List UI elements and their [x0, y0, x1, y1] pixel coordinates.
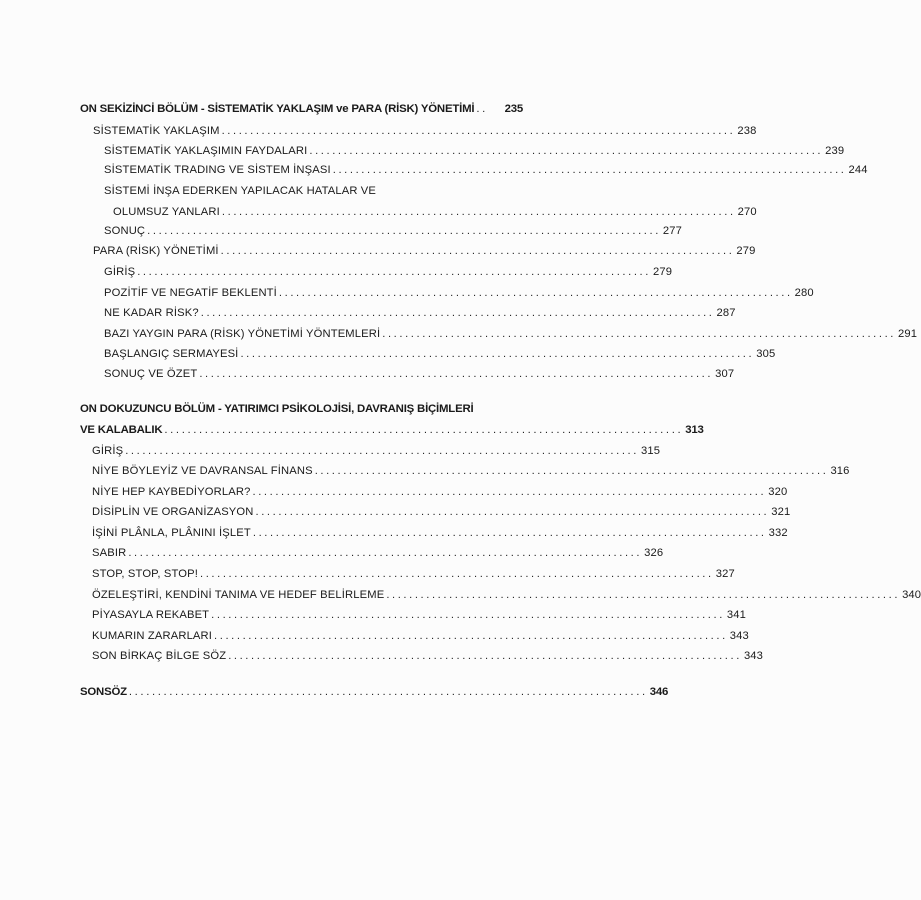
toc-page-number: 315 [640, 445, 661, 457]
toc-entry-title: NİYE HEP KAYBEDİYORLAR? [92, 486, 251, 498]
toc-dot-leader: .......................................................................................... [211, 609, 725, 621]
toc-entry-title: ON DOKUZUNCU BÖLÜM - YATIRIMCI PSİKOLOJİSİ, DAVRANIŞ BİÇİMLERİ [80, 403, 474, 415]
toc-subsection [104, 348, 776, 360]
toc-page-number: 244 [848, 164, 868, 176]
toc-entry-title: ON SEKİZİNCİ BÖLÜM - SİSTEMATİK YAKLAŞIM ve PARA (RİSK) YÖNETİMİ [80, 103, 475, 115]
toc-entry-title: SİSTEMATİK YAKLAŞIM [93, 125, 220, 137]
toc-page-number: 343 [743, 650, 764, 662]
toc-entry-title: SON BİRKAÇ BİLGE SÖZ [92, 650, 227, 662]
toc-section [93, 125, 757, 137]
toc-page-number: 291 [898, 328, 918, 340]
toc-section [92, 547, 664, 559]
toc-dot-leader: .......................................................................................... [214, 630, 728, 642]
toc-subsection [104, 145, 845, 157]
toc-page-number: 320 [768, 486, 788, 498]
toc-dot-leader: .......................................................................................... [228, 650, 742, 662]
toc-page-number: 346 [649, 686, 669, 698]
toc-section [92, 486, 788, 498]
toc-page-number: 340 [902, 589, 921, 601]
toc-page-number: 270 [737, 206, 757, 218]
toc-dot-leader: .......................................................................................... [252, 486, 767, 498]
toc-dot-leader: .......................................................................................... [199, 368, 714, 380]
toc-section [92, 609, 747, 621]
toc-entry-title: BAZI YAYGIN PARA (RİSK) YÖNETİMİ YÖNTEMLERİ [104, 328, 381, 340]
toc-section [92, 650, 764, 662]
toc-page-number: 235 [504, 103, 523, 115]
toc-dot-leader: .......................................................................................... [386, 589, 901, 601]
toc-entry-title: İŞİNİ PLÂNLA, PLÂNINI İŞLET [92, 527, 251, 539]
toc-entry-title: DİSİPLİN VE ORGANİZASYON [92, 506, 254, 518]
toc-entry-title: SİSTEMATİK YAKLAŞIMIN FAYDALARI [104, 145, 308, 157]
toc-subsection [104, 266, 673, 278]
toc-entry-title: SABIR [92, 547, 127, 559]
toc-page-number: 279 [736, 245, 756, 257]
toc-subsection [104, 307, 736, 319]
toc-section [92, 506, 791, 518]
toc-dot-leader: .......................................................................................... [221, 125, 736, 137]
toc-dot-leader: .......................................................................................... [221, 206, 736, 218]
toc-entry-title: BAŞLANGIÇ SERMAYESİ [104, 348, 239, 360]
toc-dot-leader: .......................................................................................... [164, 424, 684, 436]
toc-entry-title: GİRİŞ [92, 445, 124, 457]
toc-entry-title: VE KALABALIK [80, 424, 163, 436]
toc-chapter-19 [80, 403, 523, 415]
toc-dot-leader: .......................................................................................... [147, 225, 661, 237]
toc-chapter-18 [80, 103, 523, 115]
toc-subsection [104, 328, 918, 340]
toc-chapter-19-continued [80, 424, 704, 436]
toc-dot-leader: .......................................................................................... [128, 547, 643, 559]
toc-subsection [104, 225, 683, 237]
toc-dot-leader: .......................................................................................... [137, 266, 651, 278]
toc-entry-title: PARA (RİSK) YÖNETİMİ [93, 245, 219, 257]
toc-subsection [104, 368, 735, 380]
toc-section [92, 630, 749, 642]
toc-dot-leader: .......................................................................................... [252, 527, 767, 539]
toc-page-number: 239 [825, 145, 845, 157]
toc-section [92, 445, 661, 457]
toc-entry-title: SİSTEMİ İNŞA EDERKEN YAPILACAK HATALAR VE [104, 185, 377, 197]
toc-entry-title: NİYE BÖYLEYİZ VE DAVRANSAL FİNANS [92, 465, 313, 477]
toc-dot-leader: .......................................................................................... [314, 465, 829, 477]
toc-dot-leader: .......................................................................................... [200, 307, 715, 319]
toc-section [93, 245, 756, 257]
toc-page-number: 279 [652, 266, 673, 278]
toc-dot-leader: .......................................................................................... [220, 245, 735, 257]
toc-entry-title: SONUÇ VE ÖZET [104, 368, 198, 380]
toc-page-number: 238 [737, 125, 757, 137]
toc-subsection [104, 185, 522, 197]
toc-entry-title: GİRİŞ [104, 266, 136, 278]
toc-page-number: 341 [726, 609, 747, 621]
toc-entry-title: SONSÖZ [80, 686, 127, 698]
toc-page-number: 313 [685, 424, 704, 436]
toc-entry-title: POZİTİF VE NEGATİF BEKLENTİ [104, 287, 277, 299]
toc-page-number: 307 [715, 368, 735, 380]
toc-entry-title: NE KADAR RİSK? [104, 307, 199, 319]
toc-dot-leader: .......................................................................................... [278, 287, 793, 299]
toc-dot-leader: .......................................................................................... [128, 686, 648, 698]
toc-entry-title: KUMARIN ZARARLARI [92, 630, 213, 642]
toc-page-number: 327 [715, 568, 735, 580]
toc-entry-title: ÖZELEŞTİRİ, KENDİNİ TANIMA VE HEDEF BELİRLEME [92, 589, 385, 601]
toc-subsection [104, 287, 814, 299]
toc-epilogue [80, 686, 669, 698]
toc-section [92, 589, 921, 601]
toc-subsection [104, 164, 868, 176]
toc-section [92, 527, 788, 539]
toc-page-number: 316 [830, 465, 850, 477]
toc-section [92, 568, 735, 580]
toc-page-number: 287 [716, 307, 736, 319]
toc-page-number: 305 [756, 348, 776, 360]
toc-page-number: 326 [644, 547, 664, 559]
toc-page-number: 280 [794, 287, 814, 299]
toc-dot-leader: .......................................................................................... [382, 328, 896, 340]
toc-dot-leader: .......................................................................................... [199, 568, 714, 580]
toc-entry-title: PİYASAYLA REKABET [92, 609, 210, 621]
toc-dot-leader: .......................................................................................... [332, 164, 847, 176]
toc-dot-leader: .......................................................................................... [309, 145, 824, 157]
toc-entry-title: SİSTEMATİK TRADING VE SİSTEM İNŞASI [104, 164, 331, 176]
toc-subsection-continued [113, 206, 757, 218]
toc-dot-leader: .......................................................................................... [125, 445, 639, 457]
toc-page-number: 321 [771, 506, 791, 518]
toc-dot-leader: .......................................................................................... [255, 506, 770, 518]
toc-dot-leader: .. [476, 103, 488, 115]
toc-page-number: 332 [768, 527, 788, 539]
toc-entry-title: OLUMSUZ YANLARI [113, 206, 220, 218]
toc-dot-leader: .......................................................................................... [240, 348, 755, 360]
toc-page-number: 343 [729, 630, 749, 642]
toc-entry-title: STOP, STOP, STOP! [92, 568, 198, 580]
toc-entry-title: SONUÇ [104, 225, 146, 237]
toc-section [92, 465, 850, 477]
toc-page-number: 277 [662, 225, 683, 237]
